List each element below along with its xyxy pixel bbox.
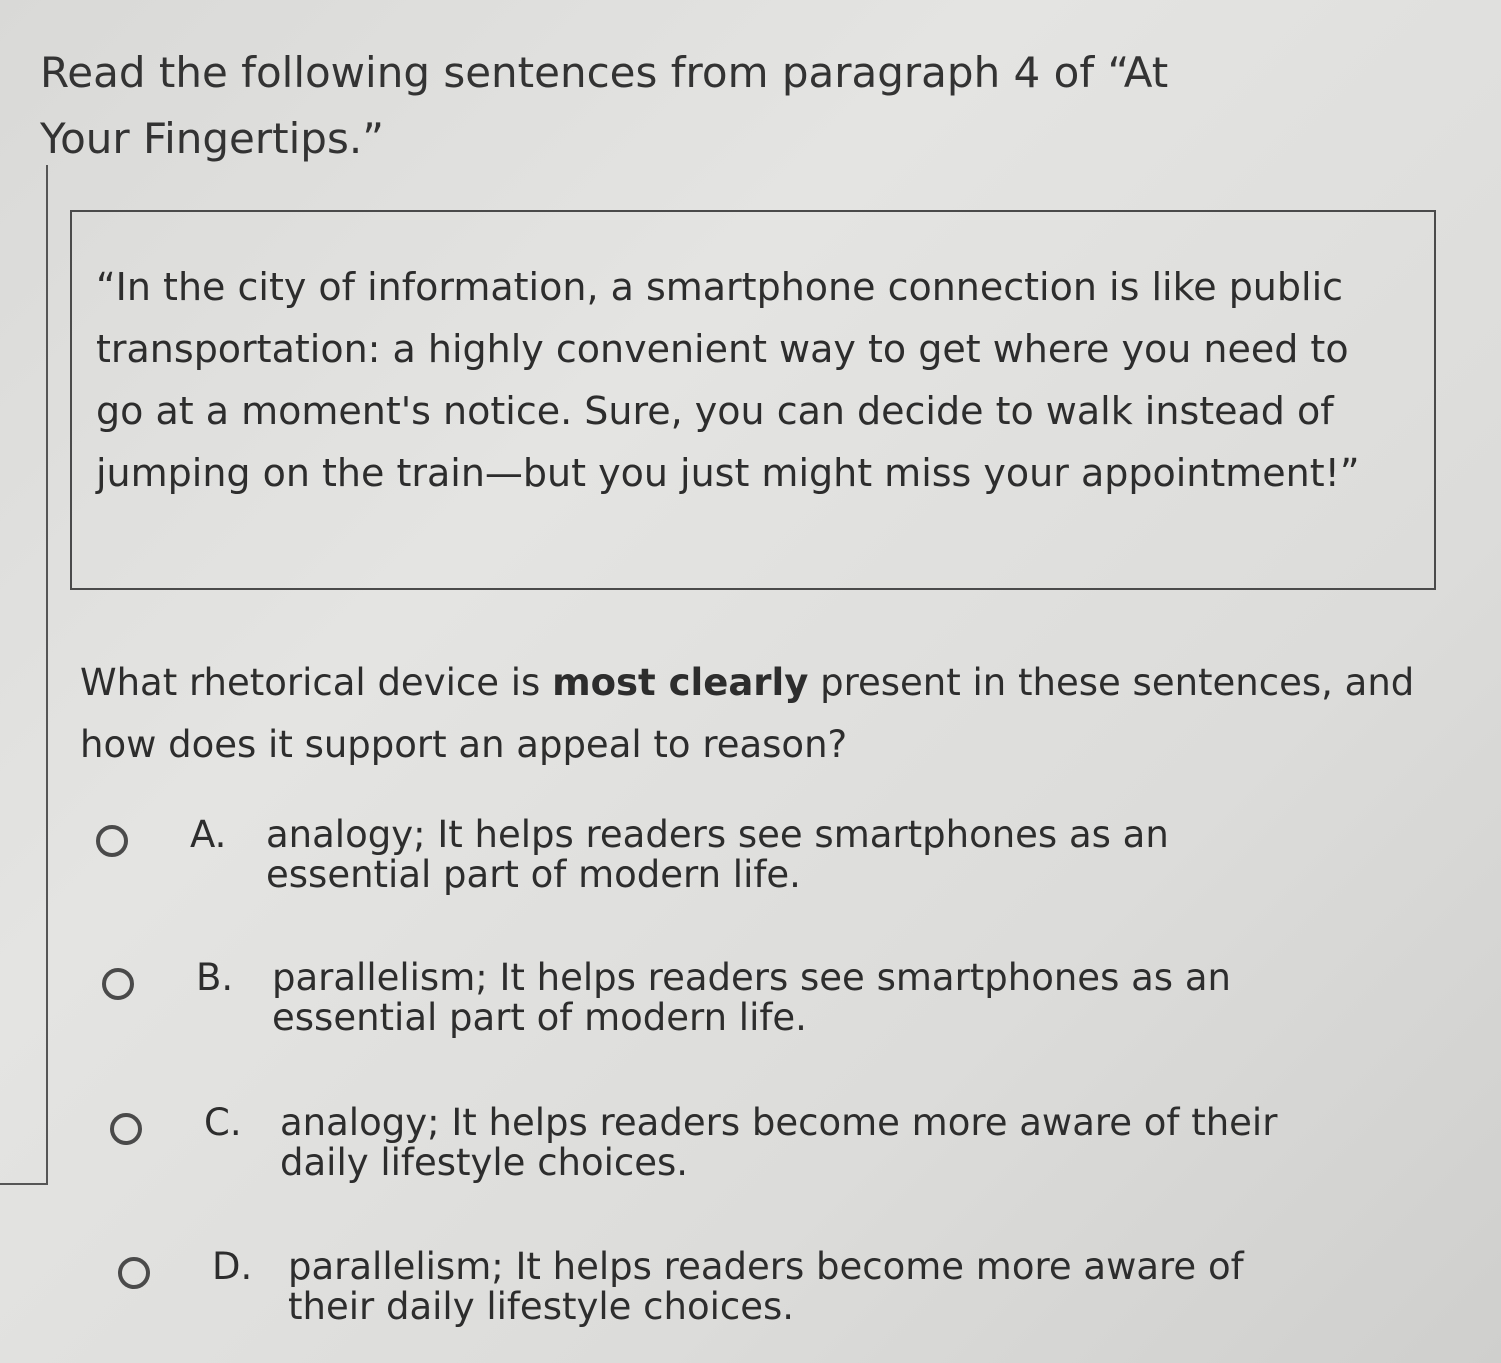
option-letter-c: C. [204, 1101, 242, 1144]
option-text-b: parallelism; It helps readers see smartphones as an essential part of modern life. [272, 956, 1231, 1039]
question-emphasis: most clearly [552, 661, 809, 704]
option-letter-d: D. [212, 1245, 253, 1288]
radio-button-a[interactable] [96, 825, 128, 857]
option-letter-b: B. [196, 956, 234, 999]
option-text-c: analogy; It helps readers become more aware of their daily lifestyle choices. [280, 1101, 1278, 1184]
content-border [0, 165, 48, 1185]
radio-button-d[interactable] [118, 1257, 150, 1289]
quote-box [70, 210, 1436, 590]
question-prompt [80, 652, 1440, 776]
question-intro: Read the following sentences from paragraph 4 of “At Your Fingertips.” [40, 48, 1169, 163]
radio-button-c[interactable] [110, 1113, 142, 1145]
question-text-start: What rhetorical device is [80, 661, 553, 704]
quote-text: “In the city of information, a smartphone connection is like public transportation: a highly convenient way to get where you need to go at a moment's notice. Sure, you can decide to walk instead of jumping on the train—but you just might miss your appointment!” [96, 265, 1360, 495]
answer-option-d[interactable] [118, 1247, 1308, 1327]
option-text-a: analogy; It helps readers see smartphones as an essential part of modern life. [266, 813, 1169, 896]
answer-option-c[interactable] [110, 1103, 1300, 1183]
option-text-d: parallelism; It helps readers become more aware of their daily lifestyle choices. [288, 1245, 1244, 1328]
radio-button-b[interactable] [102, 968, 134, 1000]
answer-option-b[interactable] [102, 958, 1292, 1038]
option-letter-a: A. [190, 813, 227, 856]
question-text-end: present in these sentences, and how does it support an appeal to reason? [80, 661, 1415, 766]
answer-option-a[interactable] [96, 815, 1286, 895]
